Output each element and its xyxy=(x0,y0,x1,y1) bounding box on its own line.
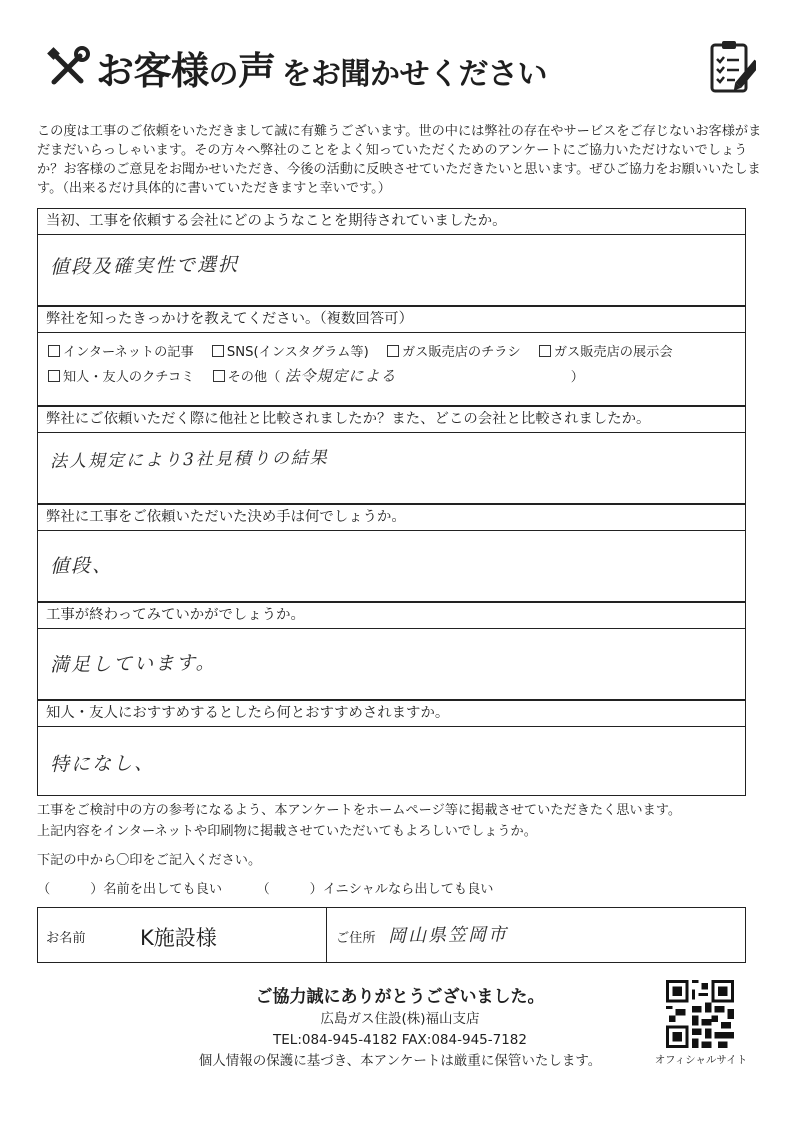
checkbox-box[interactable] xyxy=(48,370,60,382)
thanks-message: ご協力誠にありがとうございました。 xyxy=(255,987,545,1007)
checkbox-box[interactable] xyxy=(212,345,224,357)
clipboard-checklist-icon xyxy=(708,38,756,96)
name-box-divider xyxy=(326,908,327,962)
name-label: お名前 xyxy=(46,931,86,946)
question-6 xyxy=(37,700,746,796)
question-4-answer: 値段、 xyxy=(49,554,114,578)
other-answer: 法令規定による xyxy=(284,367,397,385)
question-3-label: 弊社にご依頼いただく際に他社と比較されましたか？また、どこの会社と比較されましたか。 xyxy=(38,407,745,433)
question-4 xyxy=(37,504,746,602)
checkbox-flyer[interactable] xyxy=(387,341,521,360)
paren-open: （ xyxy=(256,882,270,897)
checkbox-label: インターネットの記事 xyxy=(63,345,194,360)
qr-label: オフィシャルサイト xyxy=(654,1054,748,1066)
consent-instruction: 下記の中から〇印をご記入ください。 xyxy=(37,853,262,868)
title-part1: お客様 xyxy=(96,49,209,93)
question-5-label: 工事が終わってみていかがでしょうか。 xyxy=(38,603,745,629)
consent-text xyxy=(37,800,767,842)
question-4-label: 弊社に工事をご依頼いただいた決め手は何でしょうか。 xyxy=(38,505,745,531)
checkbox-label: ガス販売店のチラシ xyxy=(401,345,521,360)
question-1-answer: 値段及確実性で選択 xyxy=(49,253,240,279)
option-1[interactable] xyxy=(37,882,222,897)
checkbox-label: その他（ xyxy=(227,370,281,385)
company-name: 広島ガス住設(株)福山支店 xyxy=(320,1011,480,1027)
paren-close: ） xyxy=(309,882,323,897)
question-3-answer: 法人規定により3社見積りの結果 xyxy=(49,448,329,472)
consent-line-2: 上記内容をインターネットや印刷物に掲載させていただいてもよろしいでしょうか。 xyxy=(37,824,537,839)
title-row xyxy=(0,34,794,104)
checkbox-box[interactable] xyxy=(213,370,225,382)
question-2 xyxy=(37,306,746,406)
close-paren: ） xyxy=(570,370,584,385)
question-1-label: 当初、工事を依頼する会社にどのようなことを期待されていましたか。 xyxy=(38,209,745,235)
option-2[interactable] xyxy=(256,882,493,897)
address-label: ご住所 xyxy=(336,931,376,946)
checkbox-box[interactable] xyxy=(48,345,60,357)
consent-line-1: 工事をご検討中の方の参考になるよう、本アンケートをホームページ等に掲載させていただきたく思います。 xyxy=(37,803,682,818)
checkbox-box[interactable] xyxy=(539,345,551,357)
checkbox-row-2 xyxy=(48,365,584,386)
checkbox-word-of-mouth[interactable] xyxy=(48,366,194,385)
checkbox-label: SNS(インスタグラム等) xyxy=(226,345,369,360)
checkbox-label: 知人・友人のクチコミ xyxy=(63,370,195,385)
option-2-label: イニシャルなら出しても良い xyxy=(322,882,494,897)
footer xyxy=(180,985,620,1072)
qr-code-icon[interactable] xyxy=(666,980,734,1048)
question-5 xyxy=(37,602,746,700)
checkbox-row-1 xyxy=(48,341,687,360)
question-5-answer: 満足しています。 xyxy=(49,651,217,677)
name-address-box xyxy=(37,907,746,963)
checkbox-other[interactable] xyxy=(213,366,281,385)
page-title xyxy=(96,40,547,95)
question-6-label: 知人・友人におすすめするとしたら何とおすすめされますか。 xyxy=(38,701,745,727)
paren-close: ） xyxy=(90,882,104,897)
question-3 xyxy=(37,406,746,504)
question-1 xyxy=(37,208,746,306)
checkbox-sns[interactable] xyxy=(212,341,369,360)
intro-text: この度は工事のご依頼をいただきまして誠に有難うございます。世の中には弊社の存在やサービスをご存じないお客様がまだまだいらっしゃいます。その方々へ弊社のことをよく知っていただくためのアンケートにご協力いただけないでしょうか？お客様のご意見をお聞かせいただき、今後の活動に反映させていただきたいと思います。ぜひご協力をお願いいたします。（出来るだけ具体的に書いていただきますと幸いです。） xyxy=(37,124,762,196)
checkbox-label: ガス販売店の展示会 xyxy=(553,345,673,360)
question-6-answer: 特になし、 xyxy=(49,752,156,776)
title-part3: 声 xyxy=(238,49,276,93)
checkbox-box[interactable] xyxy=(387,345,399,357)
name-value[interactable]: K施設様 xyxy=(140,926,217,950)
title-part2: の xyxy=(208,57,239,92)
checkbox-exhibition[interactable] xyxy=(539,341,673,360)
consent-options xyxy=(37,878,494,897)
address-value[interactable]: 岡山県笠岡市 xyxy=(387,924,509,947)
checkbox-internet[interactable] xyxy=(48,341,194,360)
paren-open: （ xyxy=(37,882,51,897)
option-1-label: 名前を出しても良い xyxy=(103,882,223,897)
tools-icon xyxy=(46,46,90,90)
title-part4: をお聞かせください xyxy=(281,57,548,92)
question-2-label: 弊社を知ったきっかけを教えてください。（複数回答可） xyxy=(38,307,745,333)
contact-numbers: TEL:084-945-4182 FAX:084-945-7182 xyxy=(273,1032,527,1048)
privacy-notice: 個人情報の保護に基づき、本アンケートは厳重に保管いたします。 xyxy=(198,1053,602,1069)
